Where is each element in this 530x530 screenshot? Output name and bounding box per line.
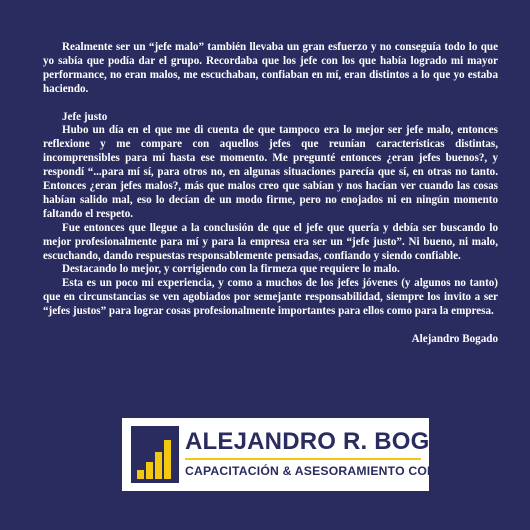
logo-divider <box>185 458 421 460</box>
paragraph-4: Destacando lo mejor, y corrigiendo con la firmeza que requiere lo malo. <box>62 263 400 276</box>
paragraph-5: Esta es un poco mi experiencia, y como a muchos de los jefes jóvenes (y algunos no tanto) que en circunstancias se ven agobiados por semejante responsabilidad, siempre los invito a ser “jefes justos” para lograr cosas profesionalmente importantes para ellos como para la empresa. <box>43 277 498 318</box>
paragraph-2: Hubo un día en el que me di cuenta de que tampoco era lo mejor ser jefe malo, entonces reflexione y me compare con aquellos jefes que reunían características distintas, incomprensibles para mí hasta ese momento. Me pregunté entonces ¿eran jefes buenos?, y respondí “...para mí sí, para otros no, en algunas situaciones parecía que sí, en otras no tanto. Entonces ¿eran jefes malos?, más que malos creo que sabían y nos hacían ver cuando las cosas habían salido mal, eso lo decían de un modo firme, pero no enojados ni en ningún momento faltando el respeto. <box>43 124 498 220</box>
section-heading: Jefe justo <box>62 110 108 123</box>
bar-chart-logo-icon <box>131 426 179 483</box>
logo-name: ALEJANDRO R. BOGADO <box>185 428 484 455</box>
paragraph-1: Realmente ser un “jefe malo” también llevaba un gran esfuerzo y no conseguía todo lo que yo sabía que podía dar el grupo. Recordaba que los jefe con los que había logrado mi mayor performance, no eran malos, me escuchaban, confiaban en mí, eran distintos a lo que yo estaba haciendo. <box>43 41 498 95</box>
signature: Alejandro Bogado <box>411 333 498 345</box>
company-logo <box>122 418 484 491</box>
logo-tagline: CAPACITACIÓN & ASESORAMIENTO COMERCIAL <box>185 464 484 478</box>
article-text <box>43 41 498 347</box>
paragraph-3: Fue entonces que llegue a la conclusión de que el jefe que quería y debía ser buscando lo mejor profesionalmente para mí y para la empresa era ser un “jefe justo”. Ni bueno, ni malo, escuchando, dando respuestas responsablemente pensadas, confiando y siendo confiable. <box>43 221 498 262</box>
